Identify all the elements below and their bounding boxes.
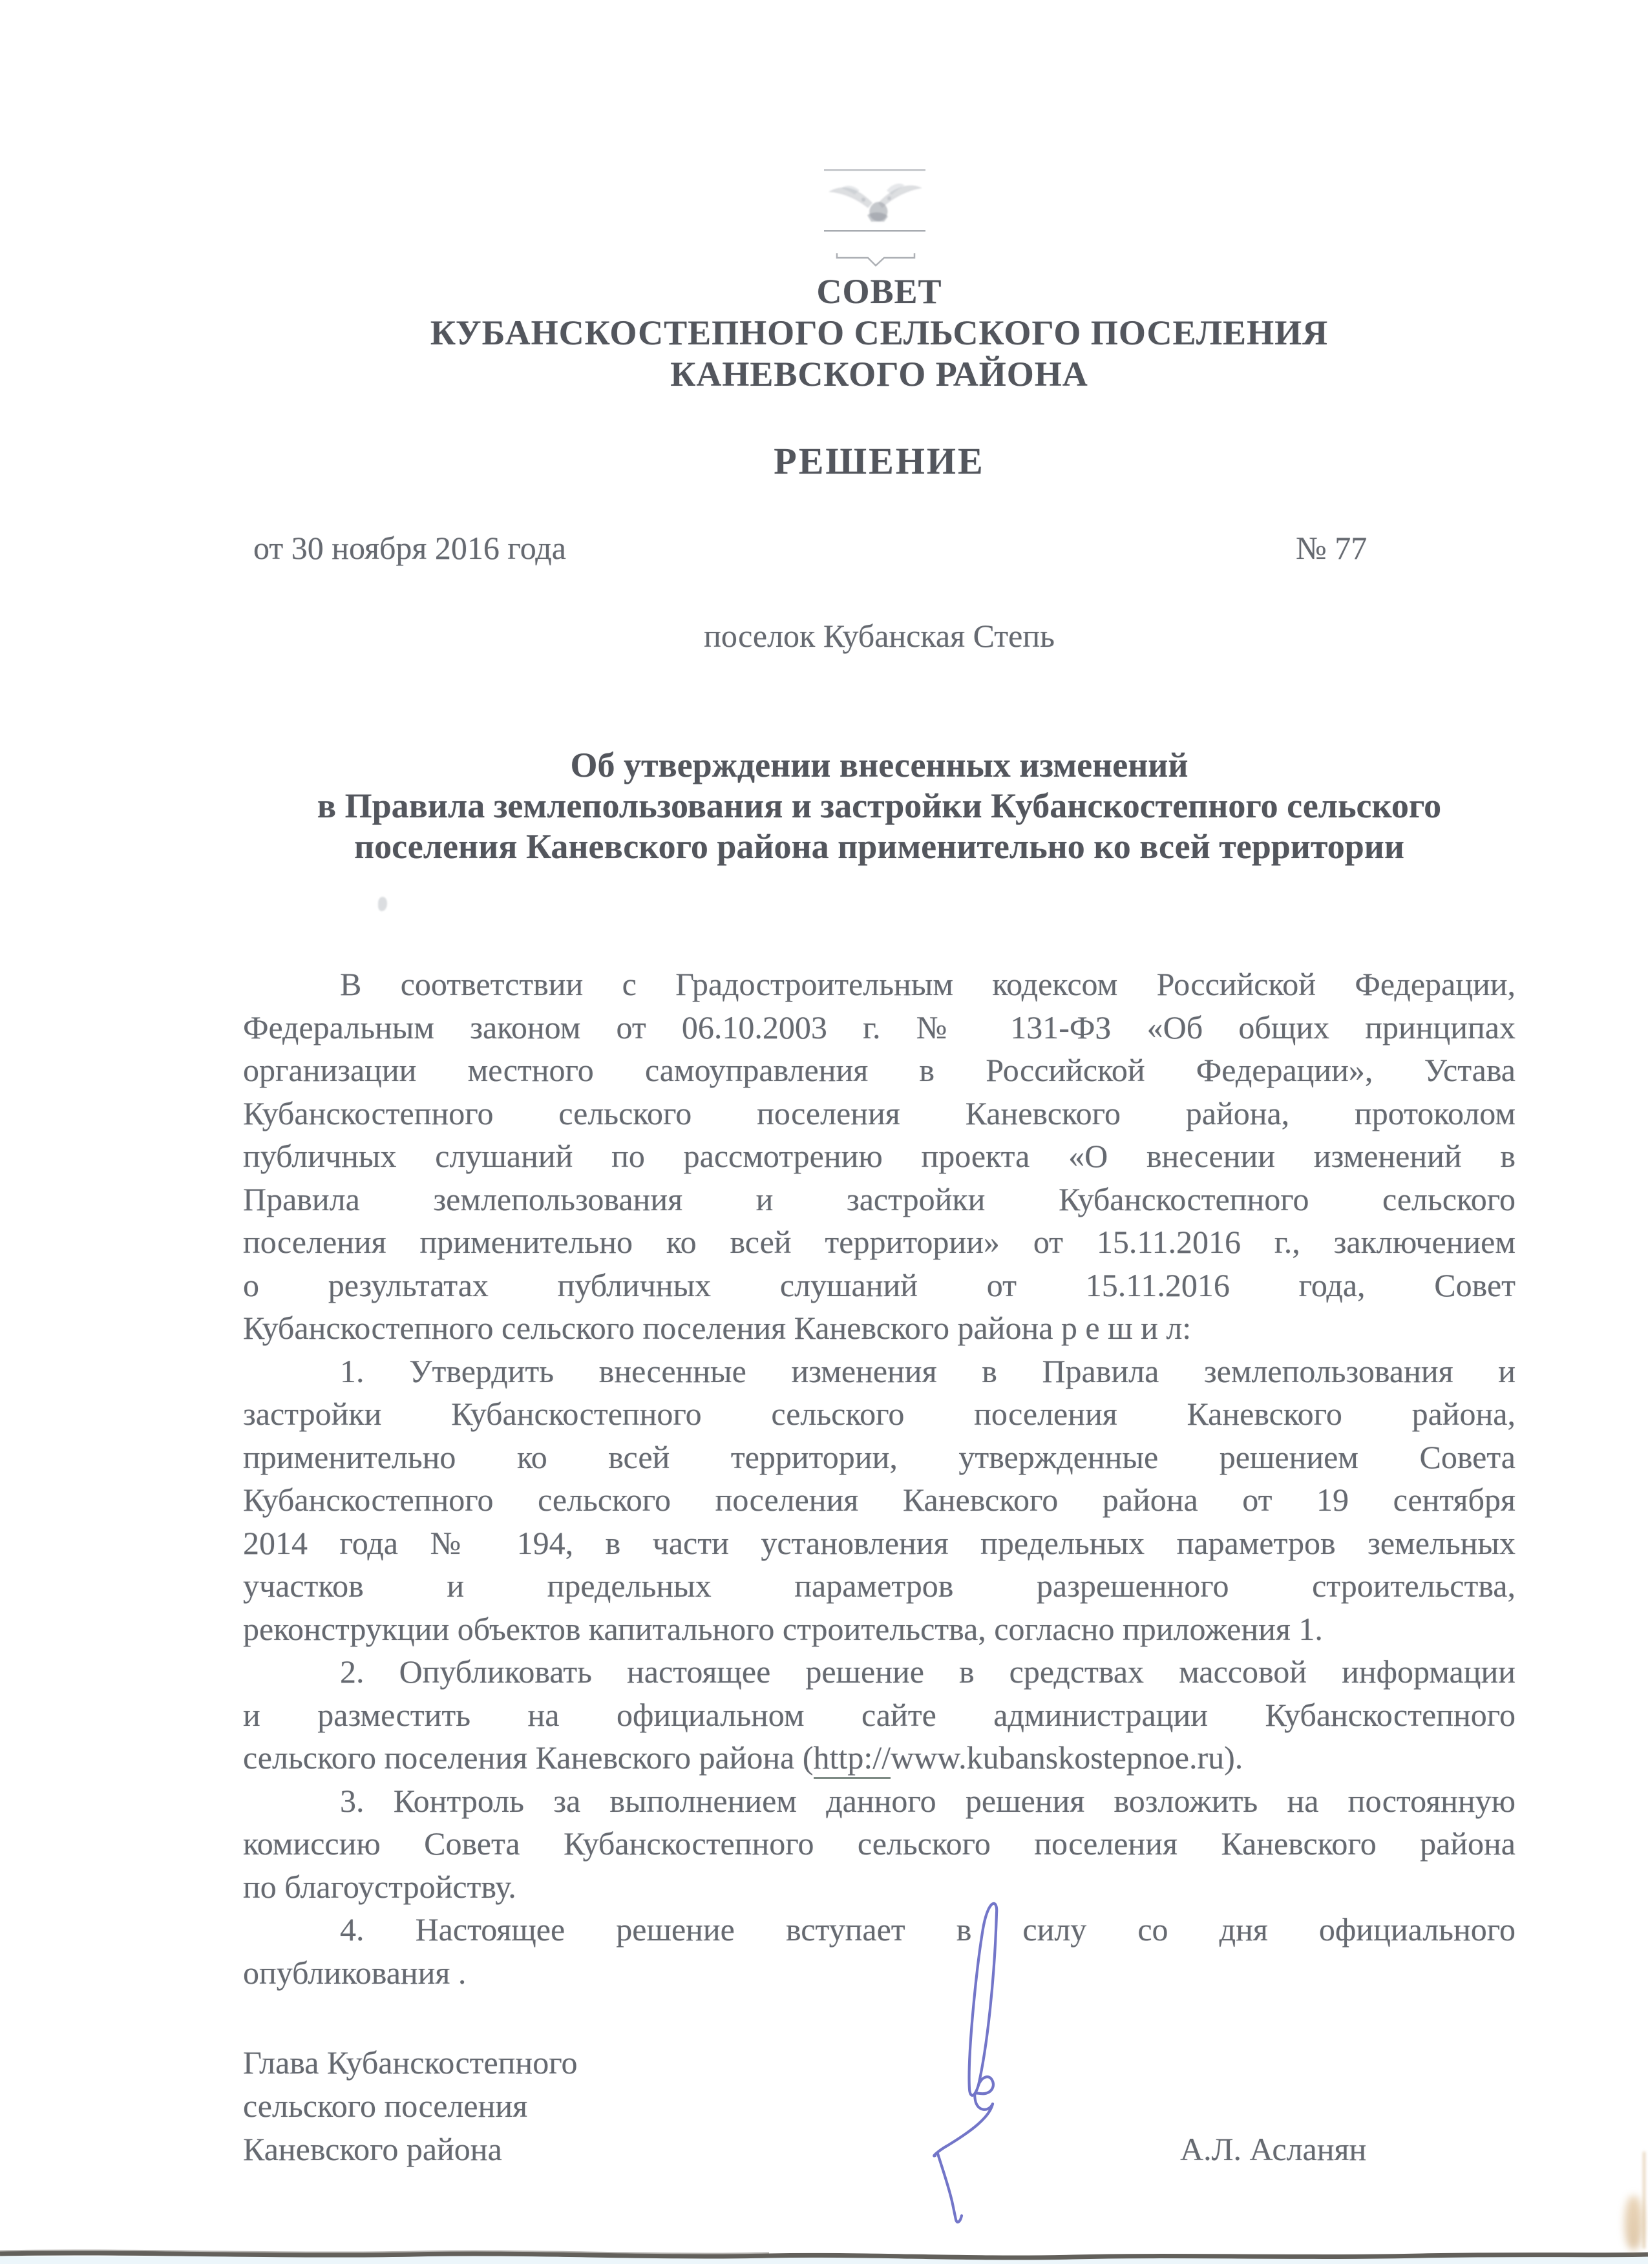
body-line: комиссию Совета Кубанскостепного сельского поселения Каневского района xyxy=(243,1825,1516,1862)
body-line: 3. Контроль за выполнением данного решения возложить на постоянную xyxy=(340,1782,1516,1819)
website-url: http:// xyxy=(814,1739,891,1779)
emblem-scroll-ornament xyxy=(837,253,914,266)
body-line xyxy=(243,1736,1516,1780)
scan-stain xyxy=(1643,2152,1645,2249)
body-text xyxy=(243,963,1516,1994)
doc-date-row xyxy=(243,531,1516,565)
doc-title-line: поселения Каневского района применительно ко всей территории xyxy=(354,827,1404,866)
body-line: применительно ко всей территории, утвержденные решением Совета xyxy=(243,1438,1516,1475)
scan-speck xyxy=(378,897,387,911)
doc-title-line: в Правила землепользования и застройки Кубанскостепного сельского xyxy=(317,786,1442,825)
body-line: о результатах публичных слушаний от 15.11.2016 года, Совет xyxy=(243,1266,1516,1303)
doc-title-line: Об утверждении внесенных изменений xyxy=(570,746,1188,784)
org-name-line: КАНЕВСКОГО РАЙОНА xyxy=(670,355,1088,394)
doc-type-title: РЕШЕНИЕ xyxy=(774,440,985,482)
body-line: Кубанскостепного сельского поселения Каневского района р е ш и л: xyxy=(243,1310,1192,1346)
doc-number: № 77 xyxy=(1296,530,1368,566)
body-line: 2014 года № 194, в части установления предельных параметров земельных xyxy=(243,1524,1516,1561)
body-line: 2. Опубликовать настоящее решение в средствах массовой информации xyxy=(340,1654,1516,1690)
body-line: 4. Настоящее решение вступает в силу со дня официального xyxy=(340,1911,1516,1948)
emblem-top-rule xyxy=(824,169,925,171)
scan-stain xyxy=(1625,2196,1643,2250)
body-line: Кубанскостепного сельского поселения Каневского района от 19 сентября xyxy=(243,1482,1516,1518)
body-line: застройки Кубанскостепного сельского поселения Каневского района, xyxy=(243,1396,1516,1432)
body-line: Кубанскостепного сельского поселения Каневского района, протоколом xyxy=(243,1095,1516,1131)
body-line: по благоустройству. xyxy=(243,1868,516,1905)
body-line: реконструкции объектов капитального строительства, согласно приложения 1. xyxy=(243,1610,1323,1647)
body-line: и разместить на официальном сайте администрации Кубанскостепного xyxy=(243,1696,1516,1733)
website-url-rest: www.kubanskostepnoe.ru). xyxy=(891,1739,1243,1776)
emblem-bottom-rule xyxy=(824,230,925,232)
pen-signature xyxy=(921,1896,1018,2268)
signatory-title: Каневского района xyxy=(243,2131,502,2167)
signatory-name: А.Л. Асланян xyxy=(1180,2131,1367,2167)
body-line: Правила землепользования и застройки Кубанскостепного сельского xyxy=(243,1181,1516,1217)
emblem xyxy=(822,163,929,270)
body-line: публичных слушаний по рассмотрению проекта «О внесении изменений в xyxy=(243,1138,1516,1174)
body-line: 1. Утвердить внесенные изменения в Правила землепользования и xyxy=(340,1352,1516,1389)
body-line: В соответствии с Градостроительным кодексом Российской Федерации, xyxy=(340,966,1516,1002)
body-line: поселения применительно ко всей территории» от 15.11.2016 г., заключением xyxy=(243,1224,1516,1260)
signatory-title: сельского поселения xyxy=(243,2088,528,2124)
signatory-title: Глава Кубанскостепного xyxy=(243,2044,578,2081)
scan-edge-shadow xyxy=(0,2242,1648,2268)
emblem-bird-icon xyxy=(829,184,922,222)
body-line: организации местного самоуправления в Российской Федерации», Устава xyxy=(243,1052,1516,1088)
doc-place: поселок Кубанская Степь xyxy=(704,618,1055,654)
body-line: участков и предельных параметров разрешенного строительства, xyxy=(243,1568,1516,1604)
body-line-text: сельского поселения Каневского района ( xyxy=(243,1739,814,1776)
doc-date: от 30 ноября 2016 года xyxy=(253,530,566,566)
org-name-line: СОВЕТ xyxy=(816,272,942,311)
org-name-line: КУБАНСКОСТЕПНОГО СЕЛЬСКОГО ПОСЕЛЕНИЯ xyxy=(430,313,1329,352)
org-name xyxy=(243,271,1516,395)
signature-block xyxy=(243,2041,1516,2171)
doc-title xyxy=(243,745,1516,867)
body-line: опубликования . xyxy=(243,1954,467,1991)
body-line: Федеральным законом от 06.10.2003 г. № 131-ФЗ «Об общих принципах xyxy=(243,1009,1516,1045)
